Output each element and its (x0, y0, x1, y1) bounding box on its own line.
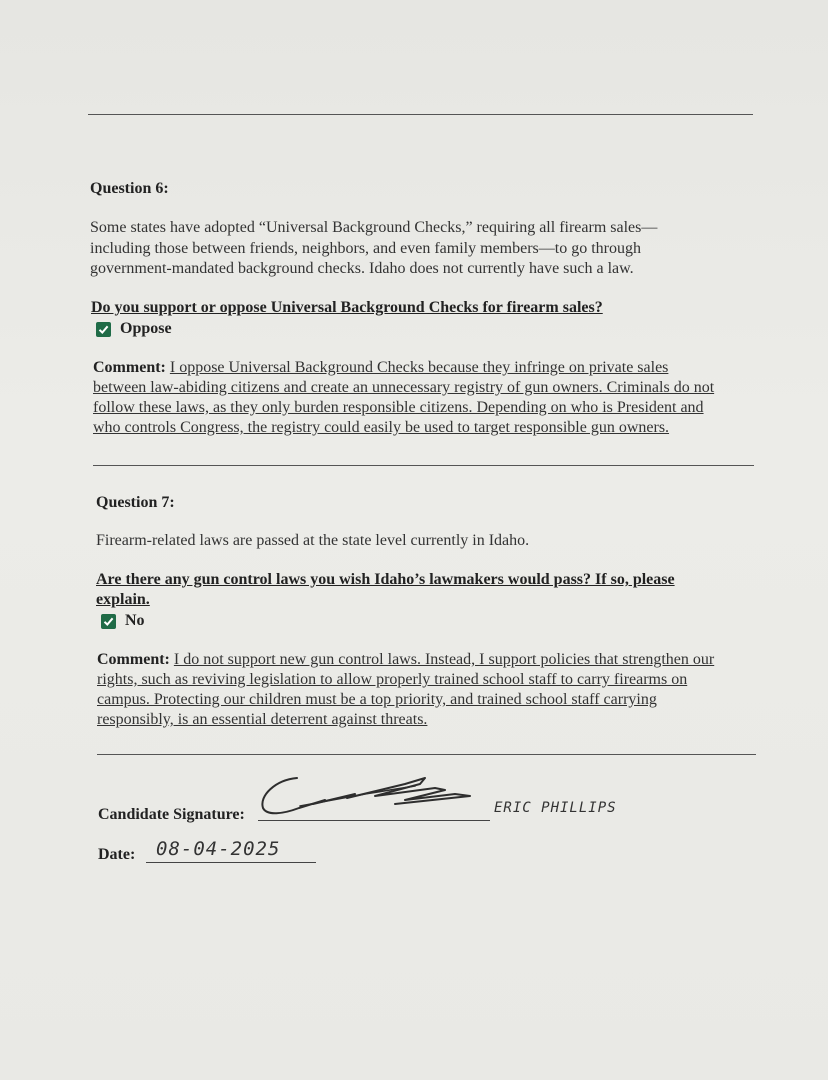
comment-line: campus. Protecting our children must be a top priority, and trained school staff carrying (97, 691, 657, 708)
question-7-comment (97, 650, 714, 730)
comment-line: who controls Congress, the registry could easily be used to target responsible gun owners. (93, 419, 670, 436)
comment-line: responsibly, is an essential deterrent against threats. (97, 711, 428, 728)
comment-line (93, 358, 714, 378)
date-line (146, 862, 316, 863)
date-label: Date: (98, 846, 136, 863)
comment-text: I do not support new gun control laws. Instead, I support policies that strengthen our (173, 651, 715, 668)
intro-line: including those between friends, neighbors, and even family members—to go through (90, 239, 641, 257)
comment-label: Comment: (93, 359, 166, 376)
comment-line: rights, such as reviving legislation to allow properly trained school staff to carry firearms on (97, 671, 688, 688)
comment-line: between law-abiding citizens and create an unnecessary registry of gun owners. Criminals do not (93, 379, 715, 396)
comment-label: Comment: (97, 651, 170, 668)
top-divider (88, 114, 753, 115)
question-6-answer (96, 320, 172, 338)
question-7-intro: Firearm-related laws are passed at the state level currently in Idaho. (96, 532, 530, 549)
signature-label: Candidate Signature: (98, 806, 245, 823)
prompt-line: Are there any gun control laws you wish Idaho’s lawmakers would pass? If so, please (96, 571, 675, 588)
question-6-comment (93, 358, 714, 438)
checkbox-checked-icon (101, 614, 116, 629)
intro-line: Some states have adopted “Universal Background Checks,” requiring all firearm sales— (90, 219, 658, 236)
question-6-prompt: Do you support or oppose Universal Background Checks for firearm sales? (91, 299, 603, 316)
prompt-line: explain. (96, 591, 150, 608)
question-6-heading: Question 6: (90, 180, 169, 197)
printed-name: ERIC PHILLIPS (494, 800, 617, 816)
comment-line: follow these laws, as they only burden responsible citizens. Depending on who is President and (93, 399, 704, 416)
answer-label: Oppose (120, 320, 172, 337)
question-7-answer (101, 612, 145, 630)
date-value: 08-04-2025 (156, 838, 281, 860)
intro-line: government-mandated background checks. Idaho does not currently have such a law. (90, 260, 634, 277)
question-7-heading: Question 7: (96, 494, 175, 511)
middle-divider (93, 465, 754, 466)
question-7-prompt (96, 570, 675, 610)
comment-line (97, 650, 714, 670)
handwritten-signature-icon (255, 770, 495, 826)
comment-text: I oppose Universal Background Checks because they infringe on private sales (169, 359, 669, 376)
question-6-intro (90, 218, 657, 280)
answer-label: No (125, 612, 145, 629)
bottom-divider (97, 754, 756, 755)
checkbox-checked-icon (96, 322, 111, 337)
